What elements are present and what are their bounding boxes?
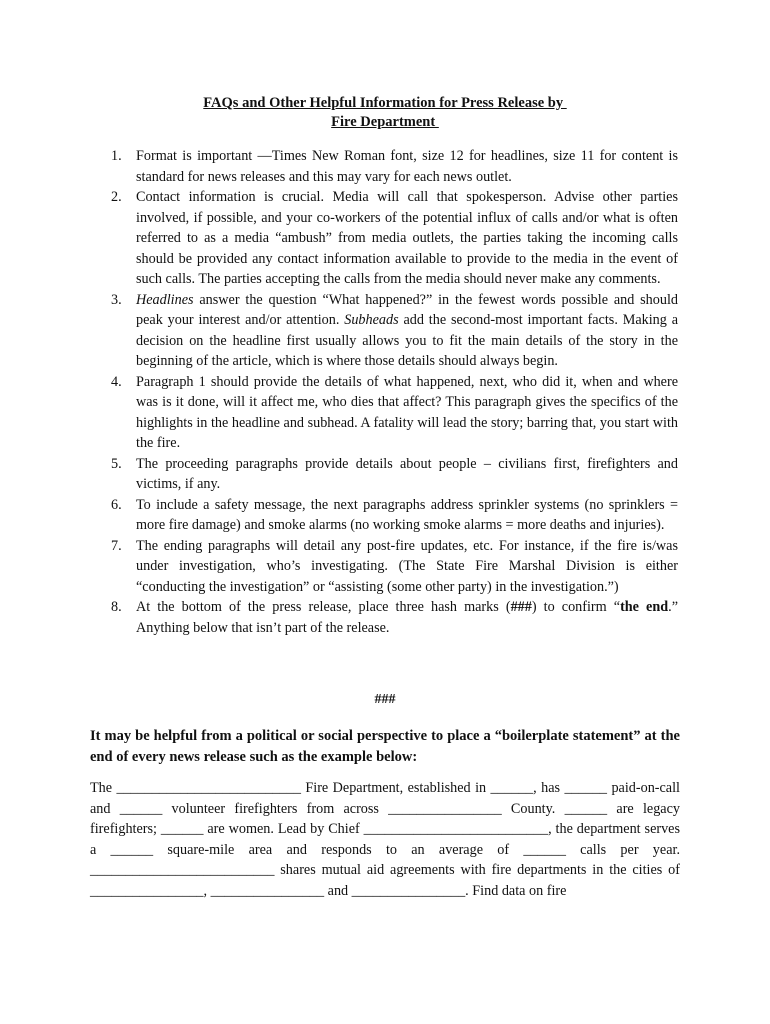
item-text: answer the question “What happened?” in the fewest words possible and should peak your interest and/or attention. <box>136 291 678 328</box>
item-number: 1. <box>111 148 122 164</box>
list-item <box>90 290 678 372</box>
faq-list <box>90 146 678 638</box>
the-end-term: the end <box>620 599 669 615</box>
list-item <box>90 146 678 187</box>
hash-marks-inline: ### <box>510 599 532 615</box>
item-number: 4. <box>111 373 122 390</box>
item-number: 3. <box>111 291 122 308</box>
item-text: The proceeding paragraphs provide details about people – civilians first, firefighters and victims, if any. <box>136 455 678 492</box>
item-number: 8. <box>111 599 122 615</box>
boilerplate-heading: It may be helpful from a political or social perspective to place a “boilerplate statement” at the end of every news release such as the example below: <box>90 728 680 765</box>
item-text: To include a safety message, the next paragraphs address sprinkler systems (no sprinklers = more fire damage) and smoke alarms (no working smoke alarms = more deaths and injuries). <box>136 496 678 533</box>
hash-marks: ### <box>374 692 396 707</box>
item-number: 2. <box>111 189 122 205</box>
item-text: ) to confirm “ <box>531 599 621 615</box>
title-line-1: FAQs and Other Helpful Information for Press Release by <box>203 95 567 111</box>
item-text: add the second-most important facts. Making a decision on the headline first usually allows you to fit the main details of the story in the beginning of the article, which is where those details should always begin. <box>136 312 678 369</box>
list-item <box>90 454 678 495</box>
item-text: Format is important —Times New Roman font, size 12 for headlines, size 11 for content is standard for news releases and this may vary for each news outlet. <box>136 148 678 185</box>
subheads-term: Subheads <box>344 312 399 328</box>
title-line-2: Fire Department <box>331 114 439 130</box>
item-text: .” Anything below that isn’t part of the release. <box>136 599 678 636</box>
list-item <box>90 536 678 598</box>
headlines-term: Headlines <box>136 291 194 308</box>
list-item <box>90 372 678 454</box>
item-text: Contact information is crucial. Media will call that spokesperson. Advise other parties involved, if possible, and your co-workers of the potential influx of calls and/or what is often referred to as a media “ambush” from media outlets, the parties taking the incoming calls should be provided any contact information available to provide to the media in the event of such calls. The parties accepting the calls from the media should never make any comments. <box>136 189 678 287</box>
list-item <box>90 495 678 536</box>
document-title <box>90 94 680 132</box>
list-item <box>90 597 678 638</box>
item-text: The ending paragraphs will detail any post-fire updates, etc. For instance, if the fire is/was under investigation, who’s investigating. (The State Fire Marshal Division is either “conducting the investigation” or “assisting (some other party) in the investigation.”) <box>136 537 678 595</box>
item-number: 5. <box>111 455 122 472</box>
list-item <box>90 187 678 290</box>
item-number: 6. <box>111 496 122 513</box>
item-text: At the bottom of the press release, place three hash marks ( <box>136 599 511 615</box>
item-text: Paragraph 1 should provide the details of what happened, next, who did it, when and where was is it done, will it affect me, who dies that affect? This paragraph gives the specifics of the highlights in the headline and subhead. A fatality will lead the story; barring that, you start with the fire. <box>136 373 678 451</box>
item-number: 7. <box>111 537 122 554</box>
boilerplate-paragraph: The __________________________ Fire Department, established in ______, has ______ paid-on-call and ______ volunteer firefighters from across ________________ County. ______ are legacy firefighters; ______ are women. Lead by Chief __________________________, the department serves a ______ square-mile area and responds to an average of ______ calls per year. __________________________ shares mutual aid agreements with fire departments in the cities of ________________, ________________ and ________________. Find data on fire <box>90 780 680 899</box>
